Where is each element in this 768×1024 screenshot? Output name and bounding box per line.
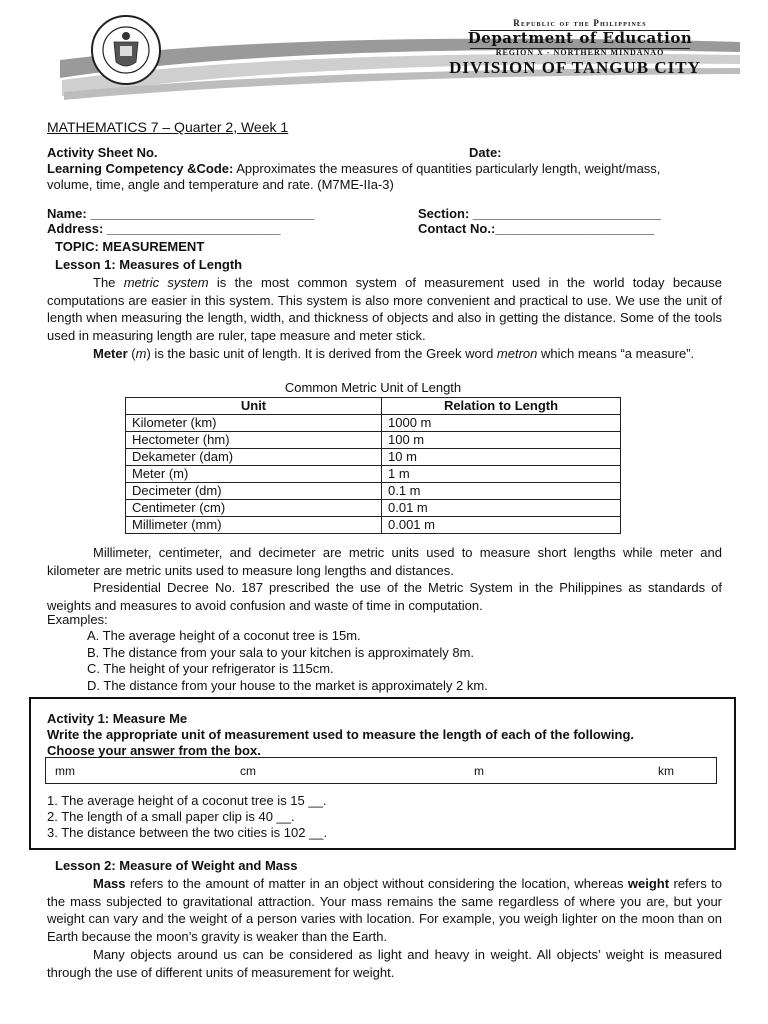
contact-field[interactable]: Contact No.:______________________ bbox=[418, 221, 655, 236]
activity-title: Activity 1: Measure Me bbox=[47, 711, 188, 726]
example-item: B. The distance from your sala to your kitchen is approximately 8m. bbox=[87, 645, 475, 660]
table-cell: 1000 m bbox=[382, 415, 621, 432]
table-cell: Kilometer (km) bbox=[126, 415, 382, 432]
table-row bbox=[126, 466, 621, 483]
section-field[interactable]: Section: __________________________ bbox=[418, 206, 661, 221]
date-label: Date: bbox=[469, 145, 502, 160]
table-row bbox=[126, 449, 621, 466]
table-cell: Decimeter (dm) bbox=[126, 483, 382, 500]
choice-km: km bbox=[658, 764, 674, 778]
table-cell: 100 m bbox=[382, 432, 621, 449]
choice-mm: mm bbox=[55, 764, 75, 778]
table-cell: 0.1 m bbox=[382, 483, 621, 500]
name-field[interactable]: Name: _______________________________ bbox=[47, 206, 315, 221]
activity-instruction: Write the appropriate unit of measurement used to measure the length of each of the following. bbox=[47, 727, 634, 742]
page-title: MATHEMATICS 7 – Quarter 2, Week 1 bbox=[47, 119, 289, 135]
activity-instruction-cont: Choose your answer from the box. bbox=[47, 743, 261, 758]
example-item: C. The height of your refrigerator is 115cm. bbox=[87, 661, 334, 676]
answer-choice-box bbox=[45, 757, 717, 784]
table-cell: 10 m bbox=[382, 449, 621, 466]
lesson2-heading: Lesson 2: Measure of Weight and Mass bbox=[55, 858, 298, 873]
table-header: Relation to Length bbox=[382, 398, 621, 415]
activity-item[interactable]: 3. The distance between the two cities is 102 __. bbox=[47, 825, 328, 840]
department-text: Department of Education bbox=[467, 29, 693, 47]
deped-seal bbox=[90, 14, 162, 86]
table-cell: Hectometer (hm) bbox=[126, 432, 382, 449]
table-cell: 0.001 m bbox=[382, 517, 621, 534]
choice-m: m bbox=[474, 764, 484, 778]
table-row bbox=[126, 415, 621, 432]
activity-item[interactable]: 2. The length of a small paper clip is 40 __. bbox=[47, 809, 295, 824]
table-header-row bbox=[126, 398, 621, 415]
table-cell: 0.01 m bbox=[382, 500, 621, 517]
table-cell: Meter (m) bbox=[126, 466, 382, 483]
region-text: REGION X - NORTHERN MINDANAO bbox=[495, 48, 665, 57]
table-cell: Millimeter (mm) bbox=[126, 517, 382, 534]
table-row bbox=[126, 517, 621, 534]
table-header: Unit bbox=[126, 398, 382, 415]
address-field[interactable]: Address: ________________________ bbox=[47, 221, 281, 236]
competency-text: Approximates the measures of quantities particularly length, weight/mass, bbox=[233, 161, 661, 176]
examples-label: Examples: bbox=[47, 612, 108, 627]
activity-sheet-label: Activity Sheet No. bbox=[47, 145, 158, 160]
division-text: DIVISION OF TANGUB CITY bbox=[449, 58, 701, 77]
table-row bbox=[126, 432, 621, 449]
lesson1-heading: Lesson 1: Measures of Length bbox=[55, 257, 243, 272]
lesson1-paragraph-2: Meter (m) is the basic unit of length. It is derived from the Greek word metron which means “a measure”. bbox=[93, 346, 695, 361]
learning-competency bbox=[47, 161, 660, 177]
competency-text-cont: volume, time, angle and temperature and rate. (M7ME-IIa-3) bbox=[47, 177, 394, 192]
republic-text: Republic of the Philippines bbox=[513, 18, 647, 28]
topic-heading: TOPIC: MEASUREMENT bbox=[55, 239, 205, 254]
lesson2-paragraph-1: Mass refers to the amount of matter in an object without considering the location, whereas weight refers to the mass subjected to gravitational attraction. Your mass remains the same regardless of where you are, but your weight can vary and the weight of a person varies with location. For example, you weigh lighter on the moon than on Earth because the moon’s gravity is weaker than the Earth. bbox=[47, 876, 723, 945]
example-item: D. The distance from your house to the market is approximately 2 km. bbox=[87, 678, 488, 693]
choice-cm: cm bbox=[240, 764, 256, 778]
activity-item[interactable]: 1. The average height of a coconut tree is 15 __. bbox=[47, 793, 327, 808]
table-cell: Centimeter (cm) bbox=[126, 500, 382, 517]
table-row bbox=[126, 500, 621, 517]
letterhead bbox=[0, 0, 768, 110]
metric-units-table bbox=[125, 397, 621, 534]
table-cell: Dekameter (dam) bbox=[126, 449, 382, 466]
table-caption: Common Metric Unit of Length bbox=[284, 380, 462, 395]
example-item: A. The average height of a coconut tree is 15m. bbox=[87, 628, 361, 643]
lesson2-paragraph-2: Many objects around us can be considered as light and heavy in weight. All objects’ weight is measured through the use of different units of measurement for weight. bbox=[47, 947, 722, 980]
table-cell: 1 m bbox=[382, 466, 621, 483]
lesson1-paragraph-1: The metric system is the most common system of measurement used in the world today because computations are easier in this system. This system is also more convenient and practical to use. We use the unit of length when measuring the length, width, and thickness of objects and also in getting the distance. Some of the tools used in measuring length are ruler, tape measure and meter stick. bbox=[47, 275, 723, 344]
table-row bbox=[126, 483, 621, 500]
competency-label: Learning Competency &Code: bbox=[47, 161, 234, 176]
lesson1-paragraph-3: Millimeter, centimeter, and decimeter are metric units used to measure short lengths while meter and kilometer are metric units used to measure long lengths and distances. bbox=[47, 545, 722, 578]
lesson1-paragraph-4: Presidential Decree No. 187 prescribed the use of the Metric System in the Philippines as standards of weights and measures to avoid confusion and waste of time in computation. bbox=[47, 580, 722, 613]
